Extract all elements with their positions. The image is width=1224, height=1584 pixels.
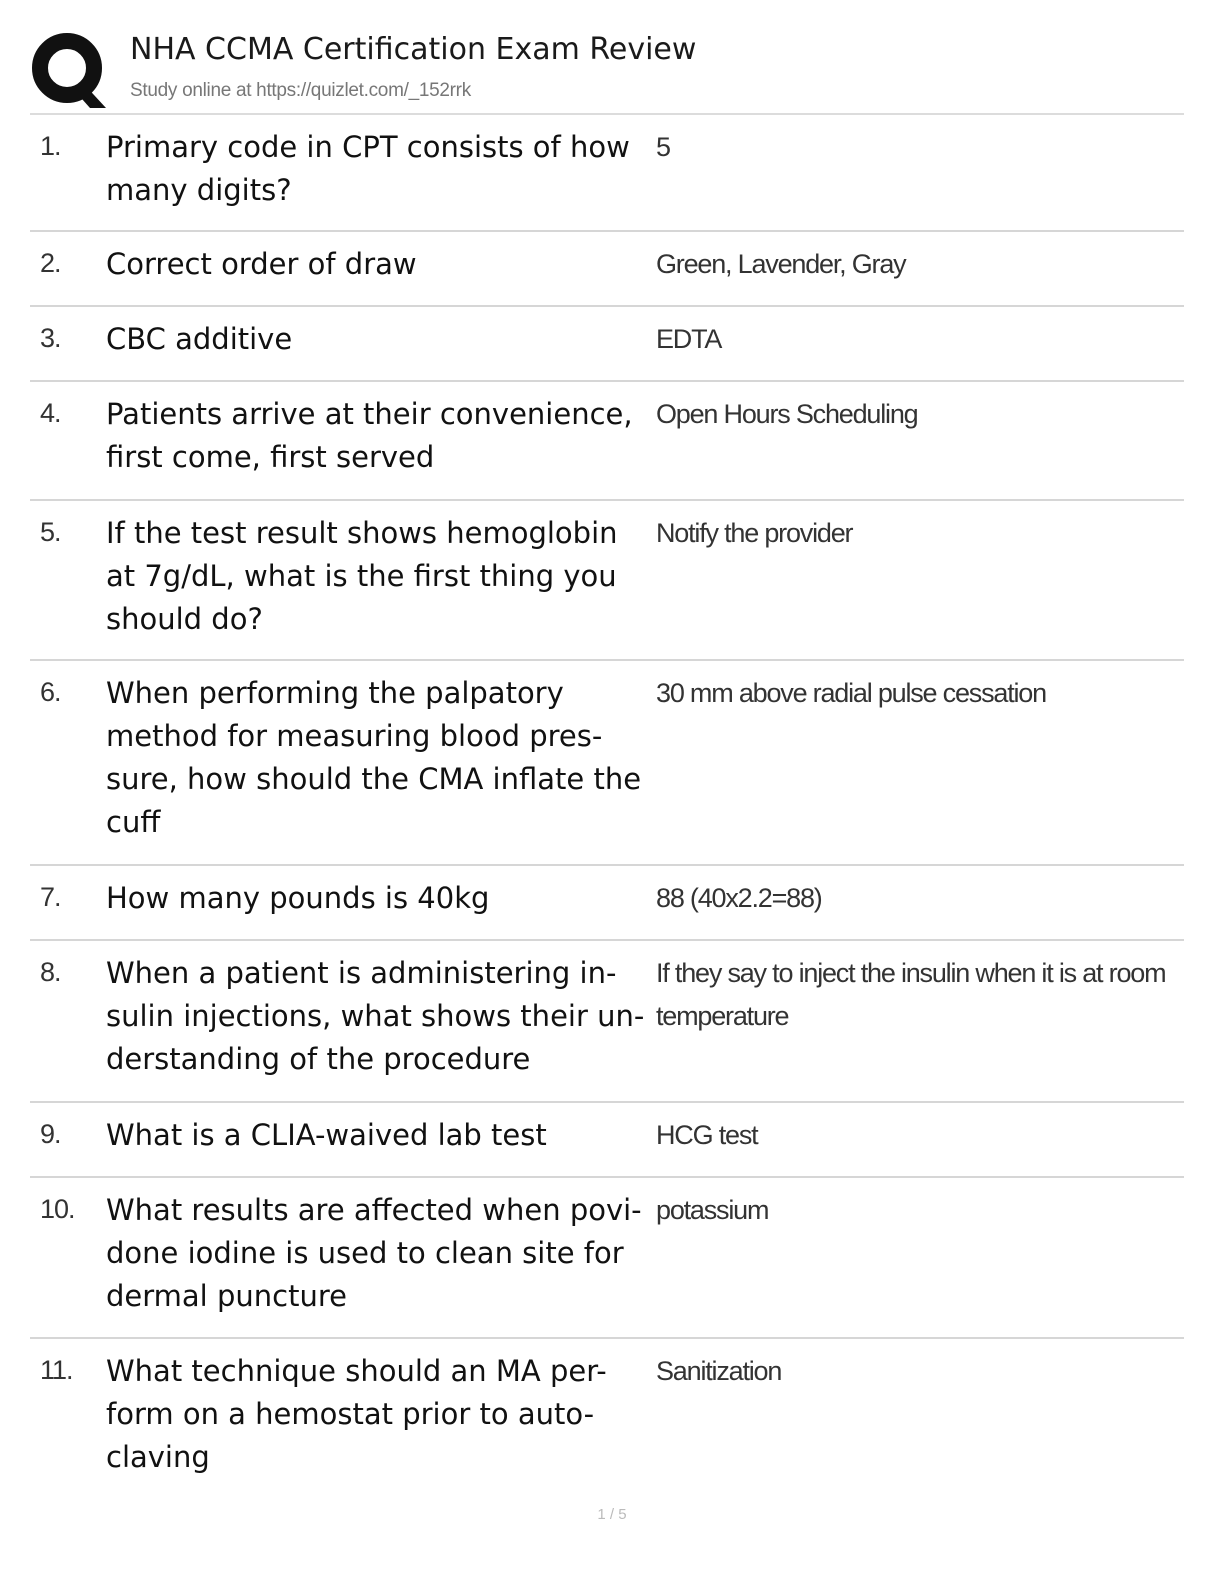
card-term: Patients arrive at their convenience, first come, first served — [106, 397, 633, 474]
card-number: 1. — [40, 131, 61, 161]
page-title: NHA CCMA Certification Exam Review — [130, 32, 697, 67]
flashcard-row — [30, 659, 1184, 864]
page-number: 1 / 5 — [597, 1506, 627, 1523]
flashcard-row — [30, 864, 1184, 939]
flashcard-row — [30, 1101, 1184, 1176]
card-definition: EDTA — [656, 324, 722, 354]
flashcard-row — [30, 230, 1184, 305]
study-online-link[interactable]: Study online at https://quizlet.com/_152rrk — [130, 80, 471, 101]
card-number: 2. — [40, 248, 61, 278]
card-term: If the test result shows hemoglobin at 7g/dL, what is the first thing you should do? — [106, 516, 618, 636]
page-header — [30, 28, 1184, 114]
card-term: CBC additive — [106, 322, 293, 356]
card-number: 6. — [40, 677, 61, 707]
card-definition: 5 — [656, 132, 670, 162]
card-definition: 30 mm above radial pulse cessation — [656, 678, 1046, 708]
card-term: What technique should an MA per- form on a hemostat prior to auto- claving — [106, 1354, 607, 1474]
quizlet-logo-icon — [30, 30, 112, 112]
card-term: What results are affected when povi- done iodine is used to clean site for dermal puncture — [106, 1193, 642, 1313]
card-term: When performing the palpatory method for measuring blood pres- sure, how should the CMA inflate the cuff — [106, 676, 642, 839]
card-number: 9. — [40, 1119, 61, 1149]
card-number: 3. — [40, 323, 61, 353]
card-definition: Open Hours Scheduling — [656, 399, 918, 429]
flashcard-row — [30, 380, 1184, 499]
flashcard-row — [30, 1176, 1184, 1337]
card-term: How many pounds is 40kg — [106, 881, 490, 915]
card-number: 8. — [40, 957, 61, 987]
card-number: 7. — [40, 882, 61, 912]
card-number: 11. — [40, 1355, 73, 1385]
flashcard-row — [30, 305, 1184, 380]
flashcard-row — [30, 939, 1184, 1101]
flashcard-row — [30, 499, 1184, 659]
card-definition: Notify the provider — [656, 518, 853, 548]
card-number: 5. — [40, 517, 61, 547]
flashcard-list — [30, 115, 1184, 1499]
card-term: Correct order of draw — [106, 247, 417, 281]
flashcard-row — [30, 115, 1184, 230]
card-term: When a patient is administering in- sulin injections, what shows their un- derstanding of the procedure — [106, 956, 645, 1076]
card-definition: Sanitization — [656, 1356, 782, 1386]
card-definition: potassium — [656, 1195, 769, 1225]
card-definition: Green, Lavender, Gray — [656, 249, 906, 279]
card-definition: 88 (40x2.2=88) — [656, 883, 822, 913]
card-definition: If they say to inject the insulin when it is at room temperature — [656, 958, 1166, 1031]
card-definition: HCG test — [656, 1120, 758, 1150]
card-term: Primary code in CPT consists of how many digits? — [106, 130, 630, 207]
card-number: 10. — [40, 1194, 75, 1224]
card-number: 4. — [40, 398, 61, 428]
flashcard-row — [30, 1337, 1184, 1499]
card-term: What is a CLIA-waived lab test — [106, 1118, 547, 1152]
